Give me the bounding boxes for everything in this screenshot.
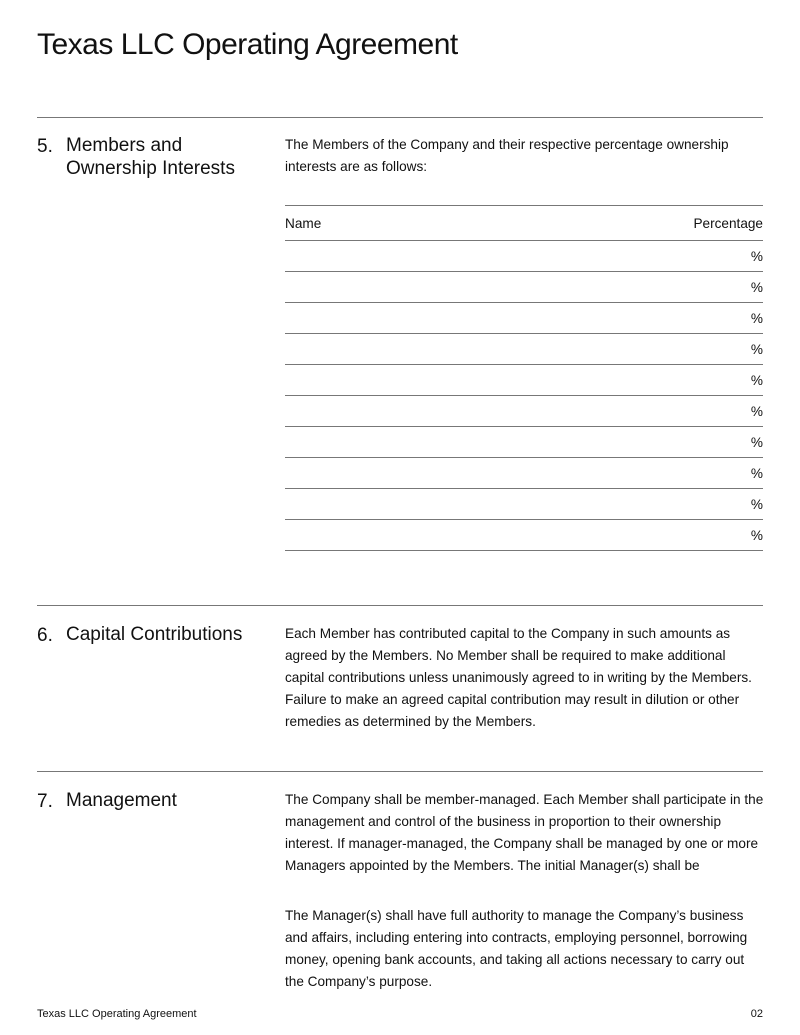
table-row <box>285 303 763 334</box>
section-number: 5. <box>37 136 53 157</box>
member-percentage[interactable]: % <box>750 527 763 543</box>
member-percentage[interactable]: % <box>750 341 763 357</box>
section-title: Members and Ownership Interests <box>66 135 235 179</box>
section-title: Management <box>66 790 177 811</box>
divider <box>37 605 763 606</box>
section-number: 6. <box>37 625 53 646</box>
table-row <box>285 458 763 489</box>
table-header <box>285 206 763 241</box>
member-percentage[interactable]: % <box>750 434 763 450</box>
table-row <box>285 520 763 551</box>
table-row <box>285 396 763 427</box>
member-percentage[interactable]: % <box>750 279 763 295</box>
member-percentage[interactable]: % <box>750 465 763 481</box>
footer-title: Texas LLC Operating Agreement <box>37 1008 197 1020</box>
section-text: The Members of the Company and their respective percentage ownership interests are as follows: <box>285 137 729 174</box>
table-row <box>285 427 763 458</box>
member-percentage[interactable]: % <box>750 403 763 419</box>
header-name: Name <box>285 215 322 231</box>
section-number: 7. <box>37 791 53 812</box>
members-table <box>285 205 763 551</box>
table-row <box>285 365 763 396</box>
table-row <box>285 489 763 520</box>
section-text-2: The Manager(s) shall have full authority to manage the Company’s business and affairs, including entering into contracts, employing personnel, borrowing money, opening bank accounts, and taking all actions necessary to carry out the Company’s purpose. <box>285 908 748 989</box>
divider <box>37 117 763 118</box>
table-row <box>285 241 763 272</box>
page-number: 02 <box>750 1008 763 1020</box>
table-row <box>285 334 763 365</box>
table-row <box>285 272 763 303</box>
member-percentage[interactable]: % <box>750 248 763 264</box>
header-percentage: Percentage <box>693 215 763 231</box>
section-text: Each Member has contributed capital to the Company in such amounts as agreed by the Members. No Member shall be required to make additional capital contributions unless unanimously agreed to in writing by the Members. Failure to make an agreed capital contribution may result in dilution or other remedies as determined by the Members. <box>285 626 752 729</box>
member-percentage[interactable]: % <box>750 372 763 388</box>
member-percentage[interactable]: % <box>750 496 763 512</box>
section-title: Capital Contributions <box>66 624 243 645</box>
section-text: The Company shall be member-managed. Each Member shall participate in the management and control of the business in proportion to their ownership interest. If manager-managed, the Company shall be managed by one or more Managers appointed by the Members. The initial Manager(s) shall be <box>285 792 764 873</box>
divider <box>37 771 763 772</box>
page-title: Texas LLC Operating Agreement <box>37 28 458 61</box>
member-percentage[interactable]: % <box>750 310 763 326</box>
